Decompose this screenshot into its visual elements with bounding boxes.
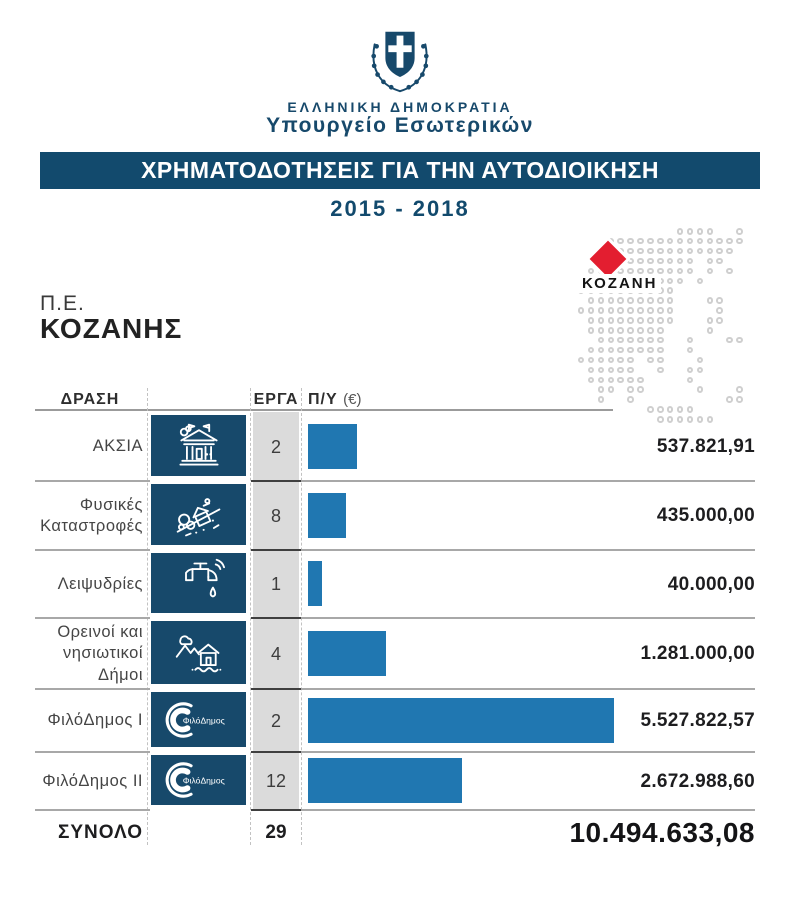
map-dot — [617, 377, 624, 384]
map-dot — [667, 248, 674, 255]
table-row — [35, 690, 755, 752]
map-dot — [608, 386, 615, 393]
total-budget: 10.494.633,08 — [569, 817, 755, 848]
row-separator — [35, 480, 150, 482]
map-dot — [707, 327, 714, 334]
row-separator — [251, 809, 301, 811]
region-prefix: Π.Ε. — [40, 292, 85, 315]
map-dot — [687, 268, 694, 275]
map-dot — [588, 347, 595, 354]
map-dot — [598, 357, 605, 364]
map-dot — [647, 357, 654, 364]
action-label: ΦιλόΔημος ΙΙ — [42, 771, 143, 790]
map-dot — [627, 367, 634, 374]
government-building-icon — [151, 415, 246, 476]
budget-value: 5.527.822,57 — [640, 710, 755, 731]
map-dot — [598, 307, 605, 314]
map-dot — [687, 347, 694, 354]
period-label: 2015 - 2018 — [330, 196, 470, 221]
title-banner: ΧΡΗΜΑΤΟΔΟΤΗΣΕΙΣ ΓΙΑ ΤΗΝ ΑΥΤΟΔΙΟΙΚΗΣΗ — [40, 152, 760, 189]
row-separator — [251, 617, 301, 619]
map-dot — [657, 406, 664, 413]
map-dot — [716, 297, 723, 304]
faucet-icon — [151, 553, 246, 613]
map-dot — [697, 386, 704, 393]
row-separator — [35, 751, 150, 753]
column-header-budget — [308, 391, 361, 409]
map-dot — [667, 287, 674, 294]
row-separator — [301, 688, 755, 690]
action-label: ΑΚΣΙΑ — [92, 437, 143, 456]
map-dot — [588, 367, 595, 374]
map-dot — [726, 238, 733, 245]
map-dot — [617, 317, 624, 324]
map-dot — [647, 347, 654, 354]
map-dot — [627, 258, 634, 265]
map-dot — [736, 396, 743, 403]
map-dot — [657, 238, 664, 245]
map-dot — [598, 396, 605, 403]
table-row — [35, 619, 755, 689]
map-dot — [736, 238, 743, 245]
map-dot — [608, 327, 615, 334]
budget-header-unit: (€) — [343, 391, 362, 408]
row-separator — [251, 549, 301, 551]
map-dot — [657, 317, 664, 324]
row-separator — [301, 751, 755, 753]
map-dot — [617, 327, 624, 334]
svg-text:ΦιλόΔημος: ΦιλόΔημος — [182, 775, 225, 786]
map-dot — [617, 238, 624, 245]
map-dot — [726, 268, 733, 275]
map-dot — [637, 386, 644, 393]
map-dot — [647, 297, 654, 304]
map-dot — [578, 357, 585, 364]
map-dot — [637, 238, 644, 245]
map-dot — [598, 367, 605, 374]
map-dot — [667, 278, 674, 285]
map-dot — [687, 228, 694, 235]
filodimos-logo — [151, 755, 246, 805]
map-dot — [608, 337, 615, 344]
map-dot — [707, 258, 714, 265]
map-dot — [617, 307, 624, 314]
map-dot — [627, 317, 634, 324]
map-dot — [637, 347, 644, 354]
svg-text:ΦιλόΔημος: ΦιλόΔημος — [182, 714, 225, 725]
map-dot — [608, 357, 615, 364]
row-separator — [301, 617, 755, 619]
total-projects: 29 — [265, 822, 287, 843]
map-dot — [707, 248, 714, 255]
map-dot — [598, 317, 605, 324]
budget-value: 1.281.000,00 — [640, 643, 755, 664]
map-dot — [697, 278, 704, 285]
map-dot — [637, 377, 644, 384]
map-dot — [617, 297, 624, 304]
map-dot — [588, 377, 595, 384]
table-row — [35, 482, 755, 550]
projects-count: 8 — [270, 505, 281, 526]
map-dot — [677, 228, 684, 235]
map-dot — [588, 317, 595, 324]
budget-bar — [308, 631, 386, 676]
map-dot — [637, 258, 644, 265]
map-dot — [657, 258, 664, 265]
map-dot — [677, 258, 684, 265]
map-dot — [726, 248, 733, 255]
map-dot — [647, 327, 654, 334]
map-dot — [736, 228, 743, 235]
map-dot — [608, 367, 615, 374]
table-row — [35, 413, 755, 481]
map-dot — [598, 377, 605, 384]
map-dot — [667, 406, 674, 413]
action-label: Λειψυδρίες — [57, 574, 143, 593]
map-dot — [598, 297, 605, 304]
map-dot — [657, 307, 664, 314]
map-dot — [687, 377, 694, 384]
map-dot — [598, 347, 605, 354]
map-dot — [687, 367, 694, 374]
map-dot — [687, 258, 694, 265]
map-dot — [637, 317, 644, 324]
map-dot — [617, 347, 624, 354]
map-dot — [726, 396, 733, 403]
map-dot — [647, 317, 654, 324]
map-dot — [716, 317, 723, 324]
map-dot — [627, 386, 634, 393]
map-dot — [647, 307, 654, 314]
map-dot — [687, 248, 694, 255]
map-dot — [697, 228, 704, 235]
header-underline — [35, 409, 613, 411]
map-dot — [627, 238, 634, 245]
map-dot — [736, 337, 743, 344]
budget-bar — [308, 758, 462, 803]
projects-count: 2 — [270, 436, 281, 457]
budget-bar — [308, 561, 322, 606]
map-dot — [667, 317, 674, 324]
landslide-icon — [151, 484, 246, 545]
map-dot — [657, 297, 664, 304]
total-row — [35, 811, 755, 855]
republic-title: ΕΛΛΗΝΙΚΗ ΔΗΜΟΚΡΑΤΙΑ — [287, 99, 513, 115]
map-dot — [647, 248, 654, 255]
map-dot — [637, 337, 644, 344]
map-dot — [677, 248, 684, 255]
map-dot — [627, 327, 634, 334]
map-dot — [608, 347, 615, 354]
map-dot — [707, 228, 714, 235]
map-dot — [667, 297, 674, 304]
map-dot — [598, 337, 605, 344]
row-separator — [35, 549, 150, 551]
mountain-island-icon — [151, 621, 246, 684]
map-dot — [736, 386, 743, 393]
map-dot — [716, 258, 723, 265]
table-row — [35, 551, 755, 618]
map-dot — [627, 357, 634, 364]
map-dot — [637, 327, 644, 334]
map-dot — [716, 248, 723, 255]
map-dot — [588, 297, 595, 304]
row-separator — [301, 549, 755, 551]
map-dot — [627, 297, 634, 304]
map-dot — [608, 307, 615, 314]
map-dot — [608, 377, 615, 384]
action-label: Φυσικές Καταστροφές — [40, 495, 143, 535]
map-dot — [608, 317, 615, 324]
map-dot — [588, 357, 595, 364]
map-dot — [657, 337, 664, 344]
map-dot — [627, 248, 634, 255]
map-dot — [657, 327, 664, 334]
map-dot — [697, 367, 704, 374]
map-dot — [617, 367, 624, 374]
map-dot — [588, 327, 595, 334]
map-dot — [716, 238, 723, 245]
map-dot — [627, 337, 634, 344]
map-dot — [627, 377, 634, 384]
map-dot — [637, 297, 644, 304]
column-header-action: ΔΡΑΣΗ — [60, 391, 120, 408]
row-separator — [35, 617, 150, 619]
projects-count: 12 — [265, 771, 287, 791]
row-separator — [301, 480, 755, 482]
projects-count: 4 — [270, 643, 281, 664]
row-separator — [251, 688, 301, 690]
map-dot — [677, 268, 684, 275]
map-dot — [657, 347, 664, 354]
map-dot — [578, 307, 585, 314]
map-dot — [657, 367, 664, 374]
budget-value: 40.000,00 — [667, 573, 755, 595]
budget-bar — [308, 424, 357, 469]
map-dot — [627, 396, 634, 403]
map-dot — [657, 357, 664, 364]
map-dot — [677, 278, 684, 285]
map-dot — [667, 268, 674, 275]
filodimos-logo — [151, 692, 246, 747]
map-dot — [647, 337, 654, 344]
map-dot — [657, 248, 664, 255]
action-label: Ορεινοί και νησιωτικοί Δήμοι — [57, 622, 143, 684]
map-dot — [608, 297, 615, 304]
map-dot — [697, 238, 704, 245]
total-label: ΣΥΝΟΛΟ — [57, 822, 143, 843]
budget-header-text: Π/Υ — [308, 391, 338, 408]
projects-count: 1 — [270, 574, 281, 594]
column-header-projects: ΕΡΓΑ — [253, 391, 299, 408]
map-dot — [726, 337, 733, 344]
row-separator — [35, 688, 150, 690]
budget-value: 537.821,91 — [656, 436, 755, 457]
row-separator — [251, 751, 301, 753]
row-separator — [35, 809, 150, 811]
map-dot — [647, 258, 654, 265]
map-dot — [598, 327, 605, 334]
budget-value: 435.000,00 — [656, 505, 755, 526]
map-dot — [707, 238, 714, 245]
map-dot — [637, 307, 644, 314]
map-dot — [667, 258, 674, 265]
ministry-title: Υπουργείο Εσωτερικών — [266, 114, 534, 137]
map-dot — [598, 386, 605, 393]
map-dot — [647, 238, 654, 245]
map-dot — [707, 317, 714, 324]
map-dot — [707, 297, 714, 304]
region-name: ΚΟΖΑΝΗΣ — [40, 313, 183, 344]
map-dot — [667, 238, 674, 245]
map-dot — [677, 406, 684, 413]
budget-bar — [308, 493, 346, 538]
map-dot — [647, 406, 654, 413]
map-dot — [697, 357, 704, 364]
projects-count: 2 — [270, 710, 281, 731]
budget-bar — [308, 698, 614, 743]
map-dot — [617, 357, 624, 364]
row-separator — [251, 480, 301, 482]
map-dot — [716, 307, 723, 314]
map-dot — [627, 347, 634, 354]
budget-value: 2.672.988,60 — [640, 770, 755, 792]
map-dot — [697, 248, 704, 255]
row-separator — [301, 809, 755, 811]
map-dot — [687, 406, 694, 413]
map-dot — [627, 307, 634, 314]
kozani-map-label: ΚΟΖΑΝΗ — [578, 274, 661, 293]
map-dot — [707, 268, 714, 275]
greek-coat-of-arms-icon — [361, 20, 439, 96]
map-dot — [687, 238, 694, 245]
map-dot — [667, 307, 674, 314]
map-dot — [617, 337, 624, 344]
map-dot — [588, 307, 595, 314]
action-label: ΦιλόΔημος Ι — [47, 711, 143, 730]
table-row — [35, 753, 755, 810]
map-dot — [637, 248, 644, 255]
map-dot — [687, 337, 694, 344]
map-dot — [677, 238, 684, 245]
